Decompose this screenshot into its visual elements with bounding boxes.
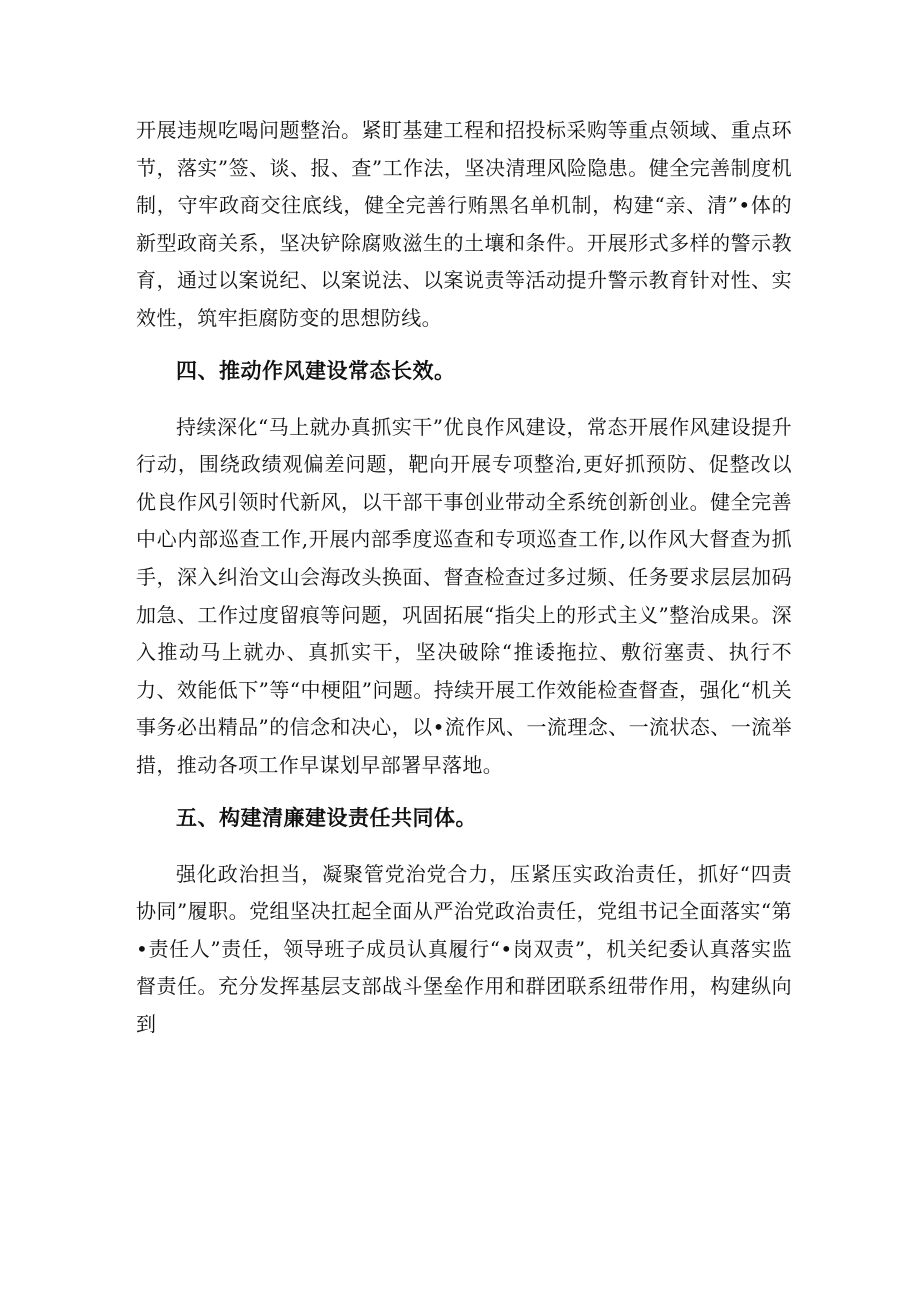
section-heading-5: 五、构建清廉建设责任共同体。 [176,805,477,830]
section-heading-4: 四、推动作风建设常态长效。 [176,358,456,383]
body-paragraph-2: 持续深化“马上就办真抓实干”优良作风建设，常态开展作风建设提升行动，围绕政绩观偏差问题，靶向开展专项整治,更好抓预防、促整改以优良作风引领时代新风，以干部干事创业带动全系统创新创业。健全完善中心内部巡查工作,开展内部季度巡查和专项巡查工作,以作风大督查为抓手，深入纠治文山会海改头换面、督查检查过多过频、任务要求层层加码加急、工作过度留痕等问题，巩固拓展“指尖上的形式主义”整治成果。深入推动马上就办、真抓实干，坚决破除“推诿拖拉、敷衍塞责、执行不力、效能低下”等“中梗阻”问题。持续开展工作效能检查督查，强化“机关事务必出精品”的信念和决心，以•流作风、一流理念、一流状态、一流举措，推动各项工作早谋划早部署早落地。 [136,414,792,777]
body-paragraph-1: 开展违规吃喝问题整治。紧盯基建工程和招投标采购等重点领域、重点环节，落实”签、谈、报、查”工作法，坚决清理风险隐患。健全完善制度机制，守牢政商交往底线，健全完善行贿黑名单机制，构建“亲、清”•体的新型政商关系，坚决铲除腐败滋生的土壤和条件。开展形式多样的警示教育，通过以案说纪、以案说法、以案说责等活动提升警示教育针对性、实效性，筑牢拒腐防变的思想防线。 [136,118,792,330]
body-paragraph-3: 强化政治担当，凝聚管党治党合力，压紧压实政治责任，抓好“四责协同”履职。党组坚决扛起全面从严治党政治责任，党组书记全面落实“第•责任人”责任，领导班子成员认真履行“•岗双责”，机关纪委认真落实监督责任。充分发挥基层支部战斗堡垒作用和群团联系纽带作用，构建纵向到 [136,861,792,1036]
